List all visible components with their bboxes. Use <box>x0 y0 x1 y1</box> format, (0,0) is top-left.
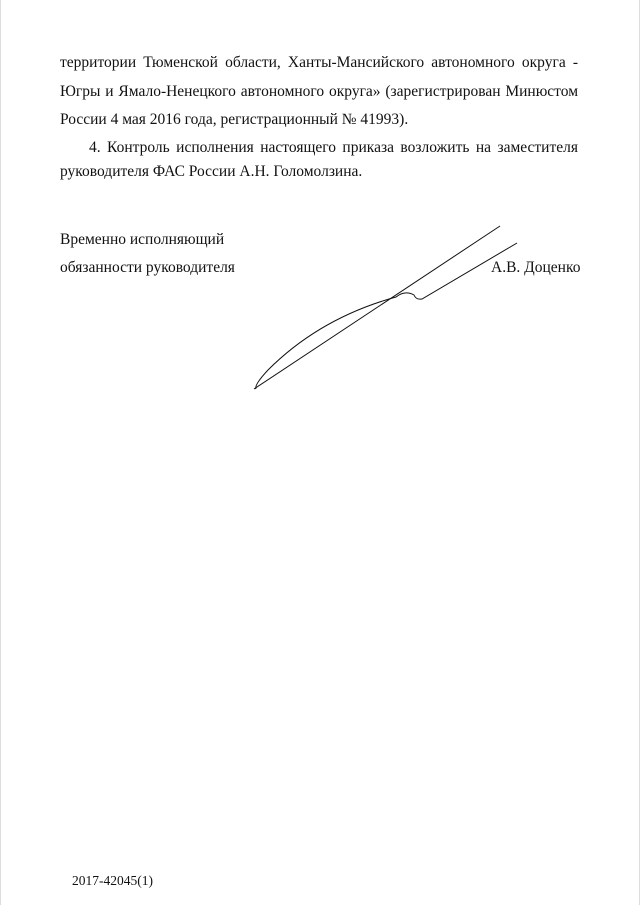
signatory-position-line2: обязанности руководителя <box>60 259 235 276</box>
body-line-3: России 4 мая 2016 года, регистрационный № 41993). <box>60 111 409 128</box>
document-number: 2017-42045(1) <box>72 873 153 888</box>
paragraph-4-line-1: 4. Контроль исполнения настоящего приказа возложить на заместителя <box>89 139 578 156</box>
body-line-1: территории Тюменской области, Ханты-Мансийского автономного округа - <box>60 54 578 71</box>
body-line-2: Югры и Ямало-Ненецкого автономного округа» (зарегистрирован Минюстом <box>60 83 578 100</box>
paragraph-4-line-2: руководителя ФАС России А.Н. Голомолзина. <box>60 163 363 180</box>
signatory-position-line1: Временно исполняющий <box>60 231 225 248</box>
signatory-name: А.В. Доценко <box>491 259 581 276</box>
